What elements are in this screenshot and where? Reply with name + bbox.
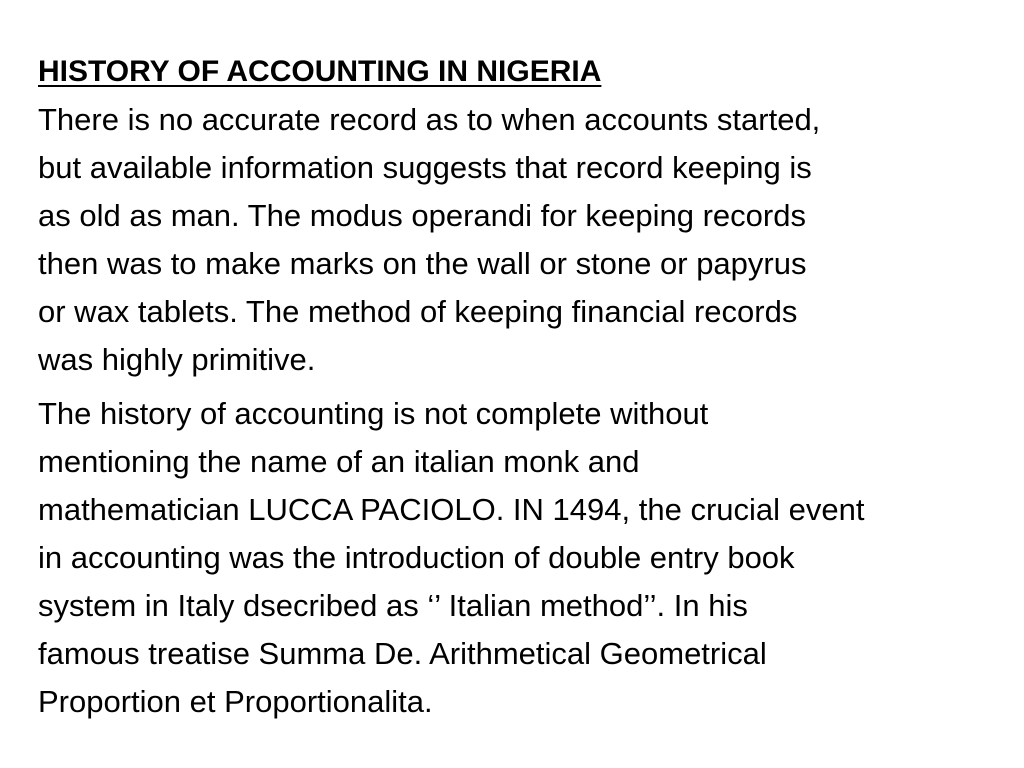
paragraph-1-line: but available information suggests that record keeping is xyxy=(38,150,812,185)
paragraph-2-line: mathematician LUCCA PACIOLO. IN 1494, the crucial event xyxy=(38,492,865,527)
paragraph-1-line: or wax tablets. The method of keeping financial records xyxy=(38,294,798,329)
paragraph-2-line: The history of accounting is not complete without xyxy=(38,396,709,431)
paragraph-2 xyxy=(38,390,998,726)
paragraph-2-line: famous treatise Summa De. Arithmetical Geometrical xyxy=(38,636,767,671)
paragraph-1-line: as old as man. The modus operandi for keeping records xyxy=(38,198,806,233)
paragraph-2-line: in accounting was the introduction of double entry book xyxy=(38,540,795,575)
paragraph-1 xyxy=(38,96,998,384)
slide-text-body xyxy=(38,52,998,732)
paragraph-1-line: There is no accurate record as to when accounts started, xyxy=(38,102,821,137)
paragraph-2-line: system in Italy dsecribed as ‘’ Italian method’’. In his xyxy=(38,588,748,623)
slide-title: HISTORY OF ACCOUNTING IN NIGERIA xyxy=(38,55,602,88)
paragraph-2-line: mentioning the name of an italian monk and xyxy=(38,444,640,479)
paragraph-2-line: Proportion et Proportionalita. xyxy=(38,684,433,719)
paragraph-1-line: then was to make marks on the wall or stone or papyrus xyxy=(38,246,807,281)
paragraph-1-line: was highly primitive. xyxy=(38,342,316,377)
